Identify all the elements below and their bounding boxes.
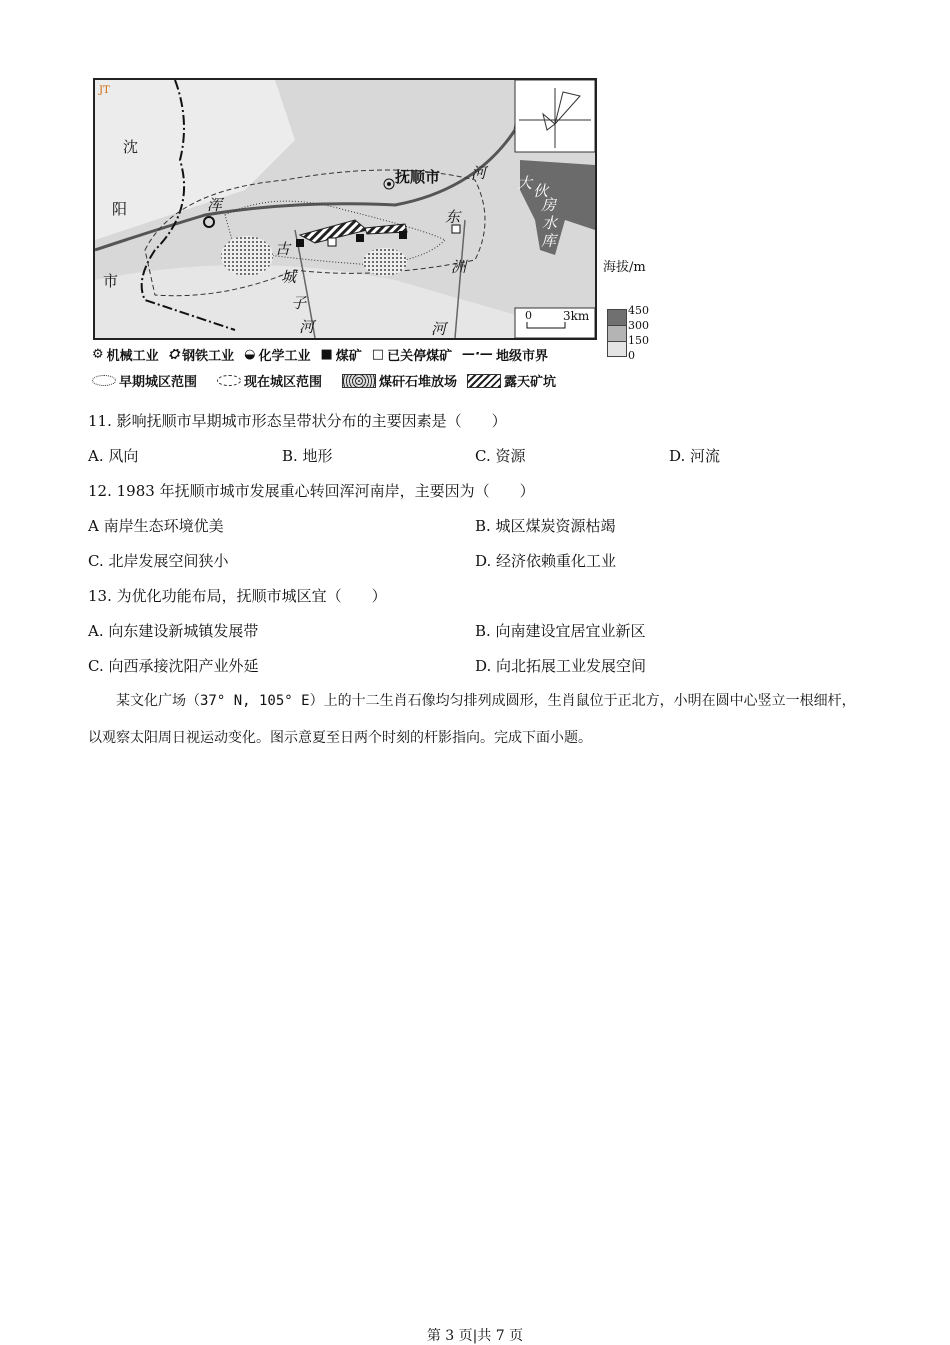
legend-label: 已关停煤矿 <box>387 349 453 364</box>
label-reservoir: 伙 <box>533 182 549 200</box>
elevation-legend <box>603 256 663 362</box>
label-reservoir: 库 <box>541 232 557 250</box>
label-fushun: 抚顺市 <box>395 168 441 186</box>
logo: JT <box>99 85 110 96</box>
option: C. 向西承接沈阳产业外延 <box>88 657 259 675</box>
label-reservoir: 房 <box>541 196 557 214</box>
label-shenyang: 市 <box>103 272 119 290</box>
option: A. 向东建设新城镇发展带 <box>88 622 259 640</box>
label-guchengzi: 古 <box>275 240 291 258</box>
gangue-icon <box>342 374 376 388</box>
steel-icon: ⛭ <box>168 347 180 362</box>
question-13: 13. 为优化功能布局，抚顺市城区宜（ ） <box>88 587 387 605</box>
option: C. 北岸发展空间狭小 <box>88 552 229 570</box>
option: B. 城区煤炭资源枯竭 <box>475 517 616 535</box>
option: C. 资源 <box>475 447 526 465</box>
label-shenyang: 阳 <box>112 200 128 218</box>
gangue-yard <box>363 248 407 276</box>
page-footer: 第 3 页|共 7 页 <box>426 1328 524 1344</box>
option: D. 向北拓展工业发展空间 <box>475 657 647 675</box>
map-legend-row1 <box>92 345 548 364</box>
scale-zero: 0 <box>525 309 532 322</box>
legend-label: 早期城区范围 <box>119 375 198 390</box>
legend-label: 化学工业 <box>258 349 311 364</box>
scale-distance: 3km <box>563 309 590 323</box>
boundary-line-icon: —·— <box>462 347 494 362</box>
closed-mine-icon: □ <box>371 347 385 362</box>
label-reservoir: 水 <box>542 214 558 232</box>
legend-label: 钢铁工业 <box>182 349 235 364</box>
label-dongzhou: 河 <box>431 320 447 338</box>
option: B. 向南建设宜居宜业新区 <box>475 622 646 640</box>
coal-mine-icon: ■ <box>320 347 333 362</box>
question-12: 12. 1983 年抚顺市城市发展重心转回浑河南岸，主要因为（ ） <box>88 482 535 500</box>
elev-tick: 300 <box>628 319 649 332</box>
early-city-icon <box>92 375 116 386</box>
gangue-yard <box>221 236 273 276</box>
label-dongzhou: 洲 <box>451 258 467 276</box>
label-dongzhou: 东 <box>445 208 461 226</box>
option: A 南岸生态环境优美 <box>88 517 224 535</box>
legend-label: 现在城区范围 <box>244 375 323 390</box>
label-shenyang: 沈 <box>123 138 139 156</box>
option: D. 经济依赖重化工业 <box>475 552 617 570</box>
closed-mine <box>328 238 336 246</box>
legend-label: 煤矸石堆放场 <box>379 375 458 390</box>
elev-tick: 0 <box>628 349 635 362</box>
elev-tick: 150 <box>628 334 649 347</box>
legend-label: 露天矿坑 <box>504 375 557 390</box>
label-reservoir: 大 <box>517 174 533 192</box>
legend-label: 机械工业 <box>106 349 159 364</box>
elev-tick: 450 <box>628 304 649 317</box>
label-guchengzi: 城 <box>281 268 297 286</box>
elevation-title: 海拔/m <box>603 260 646 275</box>
label-hunhe: 浑 <box>207 196 223 214</box>
label-guchengzi: 河 <box>299 318 315 336</box>
coal-mine <box>356 234 364 242</box>
option: B. 地形 <box>282 447 333 465</box>
fushun-map <box>93 78 597 340</box>
label-guchengzi: 子 <box>291 294 307 312</box>
legend-label: 煤矿 <box>335 349 362 364</box>
current-city-icon <box>217 375 241 386</box>
map-legend-row2 <box>92 371 556 390</box>
map-graphic <box>95 80 595 338</box>
question-11: 11. 影响抚顺市早期城市形态呈带状分布的主要因素是（ ） <box>88 412 507 430</box>
machinery-icon: ⚙ <box>92 347 104 362</box>
option: A. 风向 <box>88 447 139 465</box>
coal-mine <box>399 231 407 239</box>
coal-mine <box>296 239 304 247</box>
legend-label: 地级市界 <box>496 349 549 364</box>
chemical-icon: ◒ <box>244 347 256 362</box>
label-hunhe: 河 <box>471 164 487 182</box>
passage: 某文化广场（37° N, 105° E）上的十二生肖石像均匀排列成圆形，生肖鼠位于正北方，小明在圆中心竖立一根细杆，以观察太阳周日视运动变化。图示意夏至日两个时刻的杆影指向。完成下面小题。 <box>88 693 856 746</box>
option: D. 河流 <box>669 447 721 465</box>
open-pit-icon <box>467 374 501 388</box>
